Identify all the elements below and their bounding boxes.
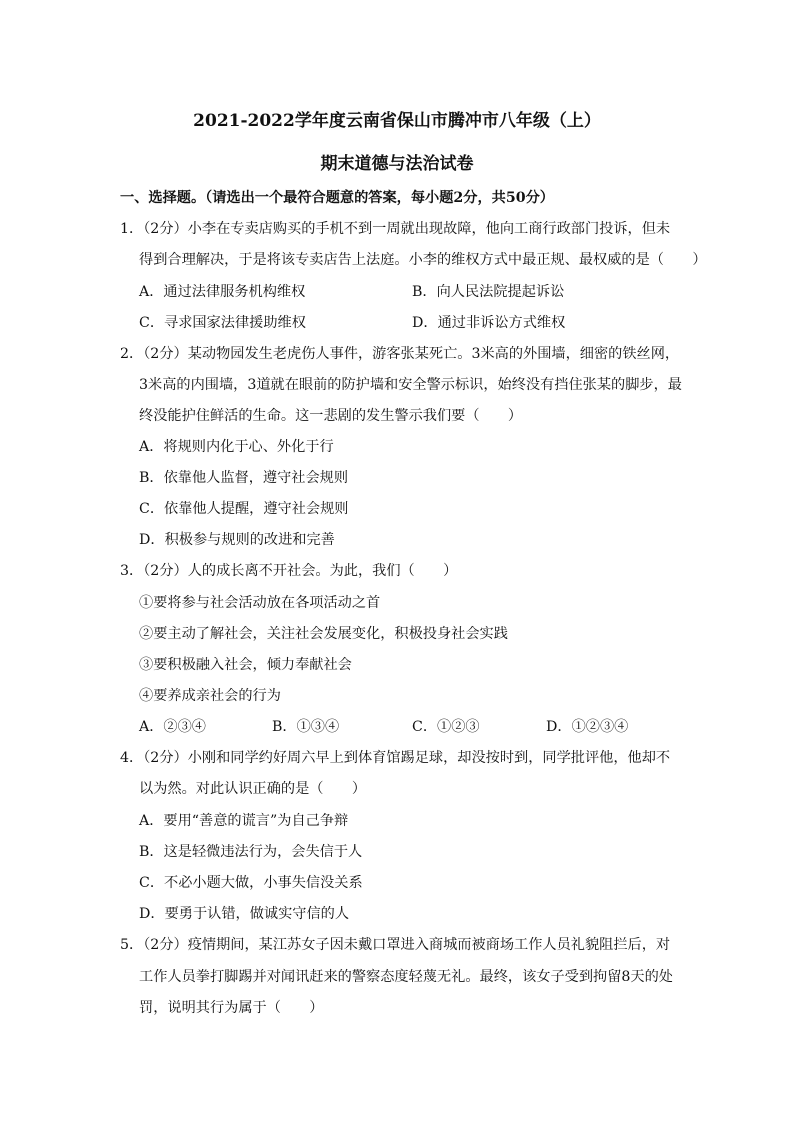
exam-subtitle: 期末道德与法治试卷 bbox=[320, 154, 474, 174]
question-3-option-c: C．①②③ bbox=[412, 719, 480, 735]
question-5-line-2: 工作人员拳打脚踢并对闻讯赶来的警察态度轻蔑无礼。最终，该女子受到拘留8天的处 bbox=[139, 969, 673, 985]
question-2-option-b: B．依靠他人监督，遵守社会规则 bbox=[139, 470, 349, 486]
question-2-line-1: 2．（2分）某动物园发生老虎伤人事件，游客张某死亡。3米高的外围墙，细密的铁丝网， bbox=[120, 346, 680, 362]
question-1-option-b: B．向人民法院提起诉讼 bbox=[412, 284, 565, 300]
question-5-line-3: 罚，说明其行为属于（ ） bbox=[139, 1000, 324, 1016]
question-2-line-2: 3米高的内围墙，3道就在眼前的防护墙和安全警示标识，始终没有挡住张某的脚步，最 bbox=[139, 377, 682, 393]
exam-title: 2021-2022学年度云南省保山市腾冲市八年级（上） bbox=[193, 111, 601, 131]
section-heading: 一、选择题。（请选出一个最符合题意的答案，每小题2分，共50分） bbox=[120, 190, 554, 206]
question-3-line-1: 3．（2分）人的成长离不开社会。为此，我们（ ） bbox=[120, 563, 458, 579]
question-2-option-c: C．依靠他人提醒，遵守社会规则 bbox=[139, 501, 349, 517]
question-1-line-1: 1．（2分）小李在专卖店购买的手机不到一周就出现故障，他向工商行政部门投诉，但未 bbox=[120, 221, 671, 237]
question-3-option-b: B．①③④ bbox=[272, 719, 340, 735]
question-2-option-d: D．积极参与规则的改进和完善 bbox=[139, 532, 335, 548]
question-4-option-a: A．要用“善意的谎言”为自己争辩 bbox=[139, 813, 349, 829]
question-2-line-3: 终没能护住鲜活的生命。这一悲剧的发生警示我们要（ ） bbox=[139, 408, 523, 424]
question-3-option-a: A．②③④ bbox=[139, 719, 206, 735]
question-3-item-4: ④要养成亲社会的行为 bbox=[139, 688, 281, 704]
question-3-item-1: ①要将参与社会活动放在各项活动之首 bbox=[139, 595, 381, 611]
question-3-option-d: D．①②③④ bbox=[546, 719, 629, 735]
question-4-option-d: D．要勇于认错，做诚实守信的人 bbox=[139, 906, 350, 922]
question-4-line-2: 以为然。对此认识正确的是（ ） bbox=[139, 781, 367, 797]
question-5-line-1: 5．（2分）疫情期间，某江苏女子因未戴口罩进入商城而被商场工作人员礼貌阻拦后，对 bbox=[120, 937, 671, 953]
question-4-option-c: C．不必小题大做，小事失信没关系 bbox=[139, 875, 363, 891]
question-3-item-2: ②要主动了解社会，关注社会发展变化，积极投身社会实践 bbox=[139, 626, 508, 642]
question-3-item-3: ③要积极融入社会，倾力奉献社会 bbox=[139, 657, 352, 673]
question-1-line-2: 得到合理解决，于是将该专卖店告上法庭。小李的维权方式中最正规、最权威的是（ ） bbox=[139, 252, 707, 268]
question-4-line-1: 4．（2分）小刚和同学约好周六早上到体育馆踢足球，却没按时到，同学批评他，他却不 bbox=[120, 750, 671, 766]
question-1-option-a: A．通过法律服务机构维权 bbox=[139, 284, 306, 300]
question-2-option-a: A．将规则内化于心、外化于行 bbox=[139, 439, 334, 455]
question-1-option-d: D．通过非诉讼方式维权 bbox=[412, 315, 566, 331]
question-4-option-b: B．这是轻微违法行为，会失信于人 bbox=[139, 844, 363, 860]
question-1-option-c: C．寻求国家法律援助维权 bbox=[139, 315, 306, 331]
